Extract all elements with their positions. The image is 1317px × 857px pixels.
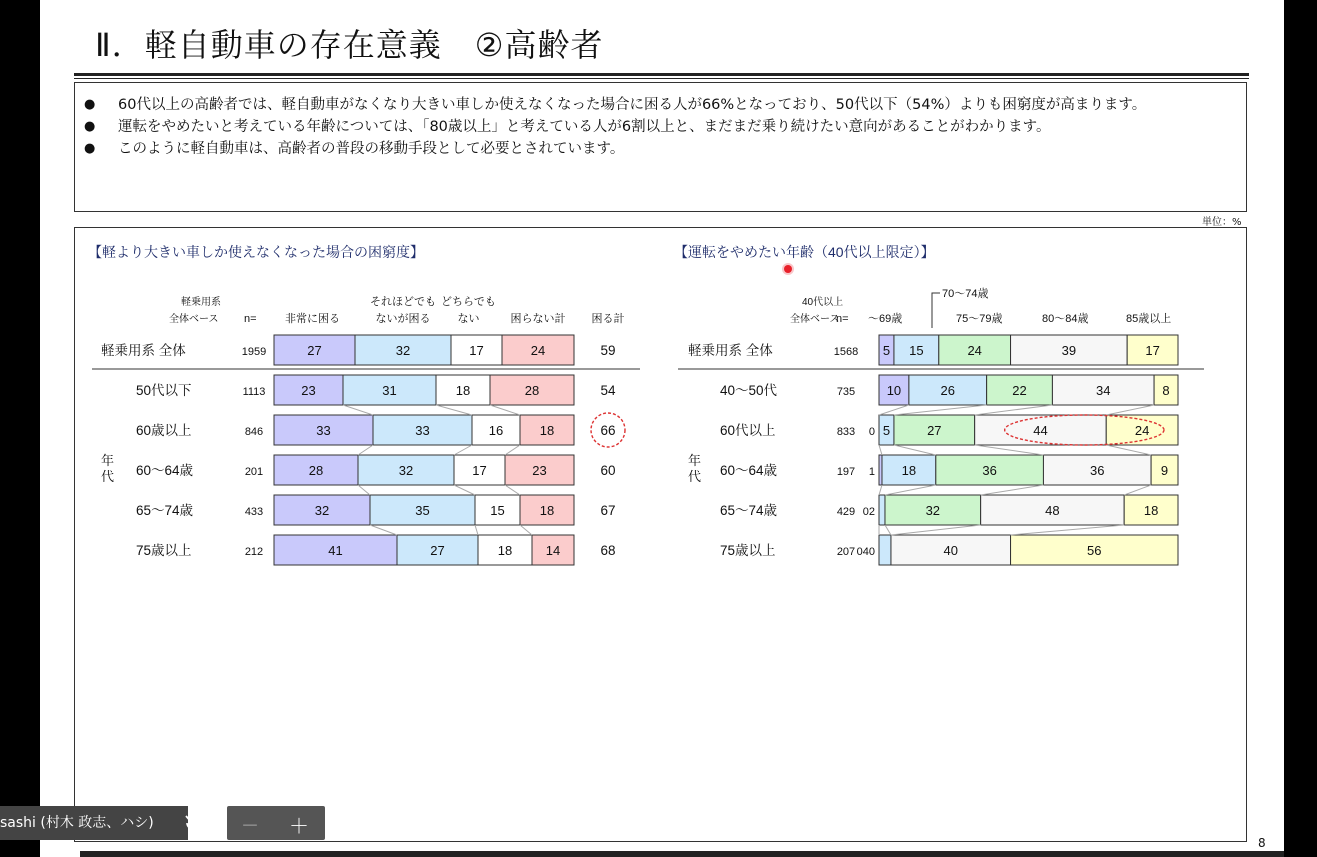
connector-line [520,525,532,535]
data-label: 8 [1162,383,1170,398]
base-label-n: n= [244,313,257,325]
data-label: 18 [455,383,471,398]
total-value: 68 [600,543,616,558]
row-n: 207 [836,546,856,558]
data-label: 28 [524,383,540,398]
data-label: 36 [1090,463,1105,478]
data-label: 40 [943,543,958,558]
base-label: 全体ベース [790,314,840,325]
total-value: 59 [600,343,616,358]
data-label: 34 [1096,383,1111,398]
series-header: ～69歳 [868,313,903,325]
data-label: 17 [472,463,487,478]
connector-line [490,405,520,415]
series-header: 非常に困る [285,313,340,325]
callout-line [932,293,940,328]
data-label: 16 [488,423,504,438]
page-number: 8 [1258,836,1266,850]
total-value: 60 [600,463,616,478]
data-label: 14 [545,543,561,558]
connector-line [370,525,397,535]
row-n: 212 [244,546,264,558]
data-label: 27 [927,423,942,438]
data-label: 24 [530,343,546,358]
series-header: 70～74歳 [942,288,989,300]
connector-line [505,485,520,495]
slide-title: Ⅱ．軽自動車の存在意義 ②高齢者 [95,26,604,64]
connector-line [358,485,370,495]
data-label: 41 [328,543,343,558]
series-header: ない [457,313,480,325]
data-label: 17 [1145,343,1160,358]
zoom-controls [227,806,325,840]
connector-line [1124,485,1151,495]
data-label: 27 [307,343,322,358]
data-label: 22 [1012,383,1027,398]
connector-line [975,445,1044,455]
data-label: 18 [901,463,917,478]
row-label: 軽乗用系 全体 [688,343,773,358]
row-label: 60～64歳 [720,463,778,478]
data-label: 18 [539,503,555,518]
right-black-bar [1284,0,1317,857]
small-value-label: 040 [856,546,875,558]
data-label: 35 [415,503,430,518]
connector-line [454,445,472,455]
row-n: 433 [244,506,264,518]
series-header: それほどでも [370,296,436,308]
row-n: 197 [836,466,856,478]
data-label: 27 [430,543,445,558]
connector-line [1106,405,1154,415]
series-header: 80～84歳 [1042,313,1089,325]
series-header: どちらでも [441,296,496,308]
charts-svg [74,227,1247,607]
row-label: 60歳以上 [136,423,192,438]
data-label: 5 [882,343,891,358]
row-n: 201 [244,466,264,478]
base-label: 軽乗用系 [181,297,221,308]
series-header: ないが困る [375,313,431,325]
row-n: 429 [836,506,856,518]
base-label: 全体ベース [169,314,219,325]
data-label: 31 [382,383,397,398]
data-label: 5 [882,423,891,438]
group-label: 年 [688,453,702,468]
data-label: 24 [1134,423,1150,438]
connector-line [454,485,475,495]
data-label: 18 [1143,503,1159,518]
data-label: 28 [308,463,324,478]
data-label: 56 [1087,543,1102,558]
data-label: 9 [1160,463,1169,478]
data-label: 17 [469,343,484,358]
data-label: 10 [886,383,902,398]
connector-line [1011,525,1125,535]
connector-line [505,445,520,455]
connector-line [475,525,478,535]
data-label: 23 [301,383,316,398]
row-label: 軽乗用系 全体 [101,343,186,358]
row-label: 50代以下 [136,383,192,398]
group-label: 代 [101,469,115,484]
group-label: 年 [101,453,115,468]
total-value: 67 [600,503,616,518]
row-n: 1113 [242,386,266,398]
connector-line [879,485,882,495]
bottom-bar [80,851,1284,857]
data-label: 32 [925,503,941,518]
small-value-label: 0 [868,426,875,438]
zoom-participant-label [0,806,188,840]
small-value-label: 02 [862,506,875,518]
row-n: 735 [836,386,856,398]
zoom-in-button[interactable]: ＋ [289,814,309,838]
base-label-n: n= [836,313,849,325]
connector-line [885,485,936,495]
data-label: 32 [314,503,330,518]
series-header: 困らない計 [510,313,566,325]
title-rule [74,73,1249,76]
pointer-dot [784,265,792,273]
data-label: 36 [982,463,997,478]
zoom-out-button[interactable]: － [241,816,259,837]
bullet-2: ● 運転をやめたいと考えている年齢については、「80歳以上」と考えている人が6割以上と、まだまだ乗り続けたい意向があることがわかります。 [84,116,1244,138]
row-label: 65～74歳 [136,503,194,518]
connector-line [981,485,1044,495]
summary-bullets [84,94,1244,160]
data-label: 15 [909,343,924,358]
bullet-1: ● 60代以上の高齢者では、軽自動車がなくなり大きい車しか使えなくなった場合に困る人が66%となっており、50代以下（54%）よりも困窮度が高まります。 [84,94,1244,116]
data-label: 18 [497,543,513,558]
bar-segment [879,535,891,565]
connector-line [343,405,373,415]
connector-line [894,405,987,415]
row-label: 75歳以上 [720,543,776,558]
data-label: 23 [532,463,547,478]
data-label: 15 [490,503,505,518]
mic-muted-icon[interactable] [183,814,203,834]
connector-line [894,445,936,455]
row-label: 65～74歳 [720,503,778,518]
chart-title: 【運転をやめたい年齢（40代以上限定）】 [674,244,935,260]
data-label: 26 [940,383,956,398]
row-n: 1959 [241,346,267,358]
group-label: 代 [688,469,702,484]
unit-label: 単位：% [1202,217,1242,228]
data-label: 48 [1045,503,1060,518]
data-label: 39 [1061,343,1077,358]
data-label: 33 [316,423,331,438]
chart-title: 【軽より大きい車しか使えなくなった場合の困窮度】 [88,244,424,260]
connector-line [879,445,882,455]
connector-line [1106,445,1151,455]
row-label: 60～64歳 [136,463,194,478]
total-value: 66 [600,423,616,438]
row-n: 833 [836,426,856,438]
data-label: 33 [415,423,430,438]
bar-segment [879,495,885,525]
row-n: 846 [244,426,264,438]
total-value: 54 [600,383,616,398]
data-label: 18 [539,423,555,438]
bullet-3: ● このように軽自動車は、高齢者の普段の移動手段として必要とされています。 [84,138,1244,160]
connector-line [891,525,981,535]
connector-line [358,445,373,455]
row-n: 1568 [833,346,859,358]
row-label: 40～50代 [720,383,778,398]
data-label: 32 [395,343,411,358]
slide [40,0,1284,857]
connector-line [975,405,1053,415]
title-rule-thin [74,78,1249,79]
series-header: 75～79歳 [956,313,1003,325]
small-value-label: 1 [868,466,875,478]
total-header: 困る計 [591,313,625,325]
row-label: 75歳以上 [136,543,192,558]
participant-name: sashi (村木 政志、ハシ) [0,815,154,831]
connector-line [436,405,472,415]
data-label: 24 [967,343,982,358]
series-header: 85歳以上 [1126,313,1172,325]
base-label: 40代以上 [802,297,844,308]
row-label: 60代以上 [720,423,776,438]
data-label: 44 [1033,423,1048,438]
data-label: 32 [398,463,414,478]
connector-line [885,525,891,535]
